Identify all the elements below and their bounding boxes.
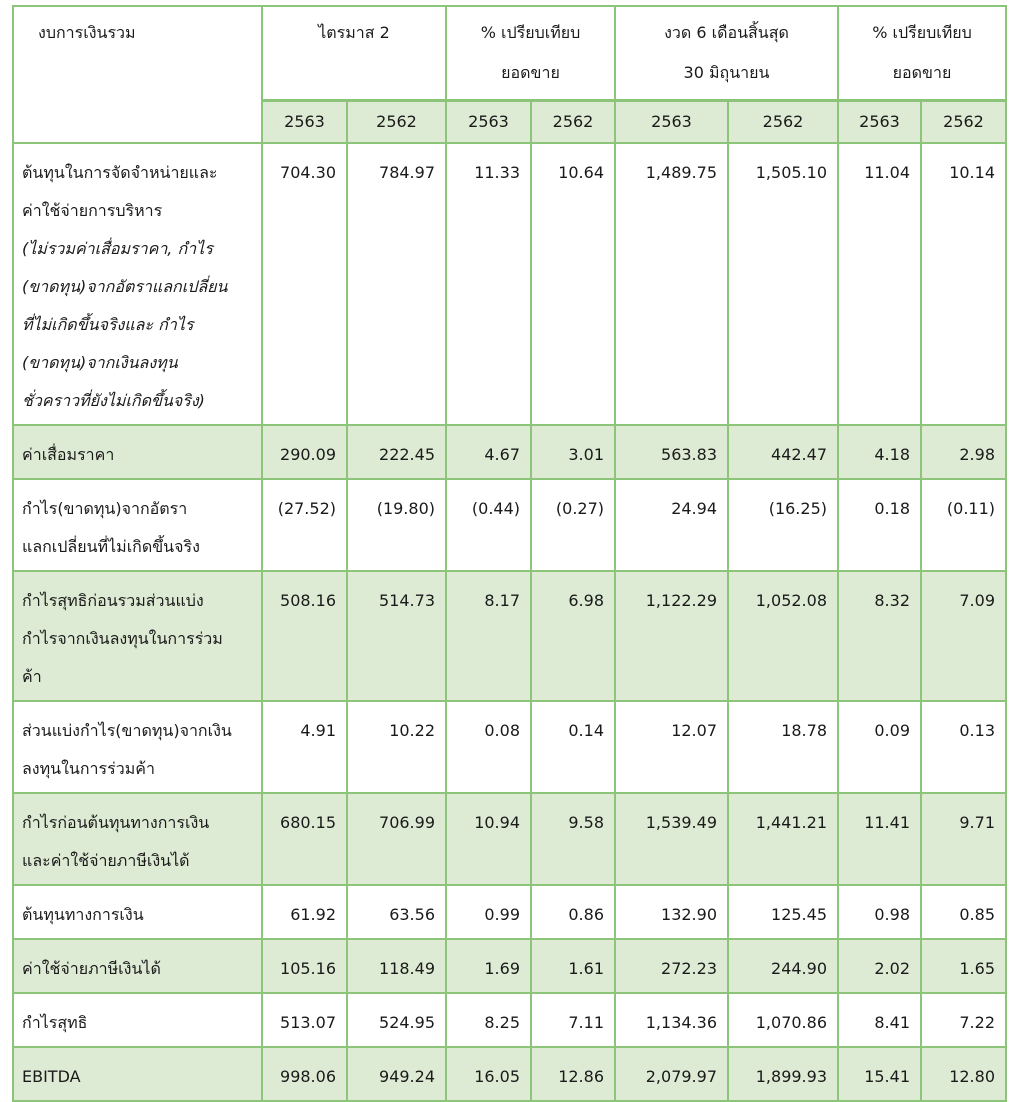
value-cell: 1,505.10 <box>728 143 838 425</box>
value-cell: 1,122.29 <box>615 571 728 701</box>
value-cell: 704.30 <box>262 143 347 425</box>
value-cell: 244.90 <box>728 939 838 993</box>
row-label-line: กำไร(ขาดทุน)จากอัตรา <box>22 498 188 518</box>
value-cell: 1,539.49 <box>615 793 728 885</box>
value-cell: 0.18 <box>838 479 921 571</box>
row-note-line: ที่ไม่เกิดขึ้นจริงและ กำไร <box>22 314 194 334</box>
value-cell: 442.47 <box>728 425 838 479</box>
value-cell: 9.58 <box>531 793 615 885</box>
header-pct2 <box>838 6 1006 101</box>
value-cell: 998.06 <box>262 1047 347 1101</box>
value-cell: (19.80) <box>347 479 446 571</box>
header-q2 <box>262 6 446 101</box>
financial-table <box>12 5 1007 1102</box>
table-row <box>13 885 1006 939</box>
row-label-line: ค่าใช้จ่ายภาษีเงินได้ <box>22 958 161 978</box>
value-cell: 11.33 <box>446 143 531 425</box>
row-label-line: ต้นทุนในการจัดจำหน่ายและ <box>22 162 218 182</box>
value-cell: 8.32 <box>838 571 921 701</box>
table-row <box>13 793 1006 885</box>
value-cell: (27.52) <box>262 479 347 571</box>
value-cell: 0.85 <box>921 885 1006 939</box>
value-cell: 514.73 <box>347 571 446 701</box>
value-cell: 1.61 <box>531 939 615 993</box>
value-cell: 1,052.08 <box>728 571 838 701</box>
row-label-line: กำไรจากเงินลงทุนในการร่วม <box>22 628 223 648</box>
value-cell: (0.44) <box>446 479 531 571</box>
value-cell: (0.11) <box>921 479 1006 571</box>
value-cell: 706.99 <box>347 793 446 885</box>
table-row <box>13 425 1006 479</box>
value-cell: 12.80 <box>921 1047 1006 1101</box>
value-cell: 1.69 <box>446 939 531 993</box>
value-cell: 0.09 <box>838 701 921 793</box>
value-cell: (16.25) <box>728 479 838 571</box>
value-cell: 15.41 <box>838 1047 921 1101</box>
row-label-line: กำไรก่อนต้นทุนทางการเงิน <box>22 812 210 832</box>
row-label-line: ต้นทุนทางการเงิน <box>22 904 144 924</box>
row-label-line: และค่าใช้จ่ายภาษีเงินได้ <box>22 850 190 870</box>
row-label-line: ค่าเสื่อมราคา <box>22 444 115 464</box>
value-cell: 1,441.21 <box>728 793 838 885</box>
value-cell: 16.05 <box>446 1047 531 1101</box>
value-cell: 0.86 <box>531 885 615 939</box>
value-cell: 10.64 <box>531 143 615 425</box>
row-label-line: ลงทุนในการร่วมค้า <box>22 758 155 778</box>
value-cell: 9.71 <box>921 793 1006 885</box>
value-cell: 8.41 <box>838 993 921 1047</box>
header-six-month-line1: งวด 6 เดือนสิ้นสุด <box>664 23 789 42</box>
table-row <box>13 1047 1006 1101</box>
row-note-line: (ขาดทุน)จากอัตราแลกเปลี่ยน <box>22 276 228 296</box>
value-cell: 61.92 <box>262 885 347 939</box>
header-title <box>13 6 262 143</box>
value-cell: (0.27) <box>531 479 615 571</box>
row-label-line: ค่าใช้จ่ายการบริหาร <box>22 200 163 220</box>
table-row <box>13 143 1006 425</box>
value-cell: 290.09 <box>262 425 347 479</box>
value-cell: 222.45 <box>347 425 446 479</box>
row-label <box>13 793 262 885</box>
row-label <box>13 571 262 701</box>
value-cell: 7.11 <box>531 993 615 1047</box>
row-label-line: EBITDA <box>22 1066 81 1086</box>
header-pct1-line1: % เปรียบเทียบ <box>480 23 581 42</box>
value-cell: 4.18 <box>838 425 921 479</box>
value-cell: 2.02 <box>838 939 921 993</box>
table-row <box>13 701 1006 793</box>
row-note-line: (ขาดทุน)จากเงินลงทุน <box>22 352 178 372</box>
row-note-line: ชั่วคราวที่ยังไม่เกิดขึ้นจริง) <box>22 390 205 410</box>
value-cell: 2.98 <box>921 425 1006 479</box>
year-cell: 2562 <box>728 101 838 143</box>
value-cell: 12.86 <box>531 1047 615 1101</box>
value-cell: 11.41 <box>838 793 921 885</box>
value-cell: 12.07 <box>615 701 728 793</box>
value-cell: 18.78 <box>728 701 838 793</box>
value-cell: 3.01 <box>531 425 615 479</box>
value-cell: 63.56 <box>347 885 446 939</box>
value-cell: 524.95 <box>347 993 446 1047</box>
value-cell: 10.94 <box>446 793 531 885</box>
header-title-text: งบการเงินรวม <box>38 23 136 42</box>
year-cell: 2563 <box>838 101 921 143</box>
value-cell: 513.07 <box>262 993 347 1047</box>
value-cell: 125.45 <box>728 885 838 939</box>
header-pct2-line1: % เปรียบเทียบ <box>872 23 972 42</box>
value-cell: 105.16 <box>262 939 347 993</box>
value-cell: 0.99 <box>446 885 531 939</box>
year-cell: 2563 <box>262 101 347 143</box>
value-cell: 7.09 <box>921 571 1006 701</box>
header-q2-text: ไตรมาส 2 <box>318 23 390 42</box>
value-cell: 10.22 <box>347 701 446 793</box>
value-cell: 0.14 <box>531 701 615 793</box>
value-cell: 24.94 <box>615 479 728 571</box>
row-label <box>13 1047 262 1101</box>
value-cell: 1,070.86 <box>728 993 838 1047</box>
value-cell: 132.90 <box>615 885 728 939</box>
value-cell: 118.49 <box>347 939 446 993</box>
row-label-line: กำไรสุทธิ <box>22 1012 88 1032</box>
table-row <box>13 993 1006 1047</box>
row-label <box>13 479 262 571</box>
row-label-line: กำไรสุทธิก่อนรวมส่วนแบ่ง <box>22 590 204 610</box>
value-cell: 8.17 <box>446 571 531 701</box>
year-cell: 2563 <box>446 101 531 143</box>
row-label <box>13 885 262 939</box>
value-cell: 10.14 <box>921 143 1006 425</box>
row-label-line: ค้า <box>22 666 42 686</box>
value-cell: 4.91 <box>262 701 347 793</box>
header-six-month <box>615 6 838 101</box>
value-cell: 949.24 <box>347 1047 446 1101</box>
value-cell: 1,899.93 <box>728 1047 838 1101</box>
table-row <box>13 479 1006 571</box>
value-cell: 11.04 <box>838 143 921 425</box>
year-cell: 2562 <box>531 101 615 143</box>
value-cell: 2,079.97 <box>615 1047 728 1101</box>
year-cell: 2563 <box>615 101 728 143</box>
value-cell: 1.65 <box>921 939 1006 993</box>
value-cell: 6.98 <box>531 571 615 701</box>
header-pct1-line2: ยอดขาย <box>501 63 560 82</box>
value-cell: 4.67 <box>446 425 531 479</box>
value-cell: 0.08 <box>446 701 531 793</box>
header-pct1 <box>446 6 615 101</box>
value-cell: 7.22 <box>921 993 1006 1047</box>
header-six-month-line2: 30 มิถุนายน <box>683 63 770 82</box>
table-row <box>13 571 1006 701</box>
row-note-line: (ไม่รวมค่าเสื่อมราคา, กำไร <box>22 238 213 258</box>
value-cell: 272.23 <box>615 939 728 993</box>
row-label <box>13 143 262 425</box>
value-cell: 1,134.36 <box>615 993 728 1047</box>
row-label <box>13 425 262 479</box>
value-cell: 680.15 <box>262 793 347 885</box>
year-cell: 2562 <box>921 101 1006 143</box>
value-cell: 8.25 <box>446 993 531 1047</box>
value-cell: 563.83 <box>615 425 728 479</box>
row-label-line: ส่วนแบ่งกำไร(ขาดทุน)จากเงิน <box>22 720 232 740</box>
header-row <box>13 6 1006 101</box>
value-cell: 784.97 <box>347 143 446 425</box>
table-row <box>13 939 1006 993</box>
value-cell: 508.16 <box>262 571 347 701</box>
row-label <box>13 993 262 1047</box>
value-cell: 1,489.75 <box>615 143 728 425</box>
row-label-line: แลกเปลี่ยนที่ไม่เกิดขึ้นจริง <box>22 536 200 556</box>
year-cell: 2562 <box>347 101 446 143</box>
value-cell: 0.98 <box>838 885 921 939</box>
header-pct2-line2: ยอดขาย <box>892 63 952 82</box>
row-label <box>13 939 262 993</box>
row-label <box>13 701 262 793</box>
value-cell: 0.13 <box>921 701 1006 793</box>
